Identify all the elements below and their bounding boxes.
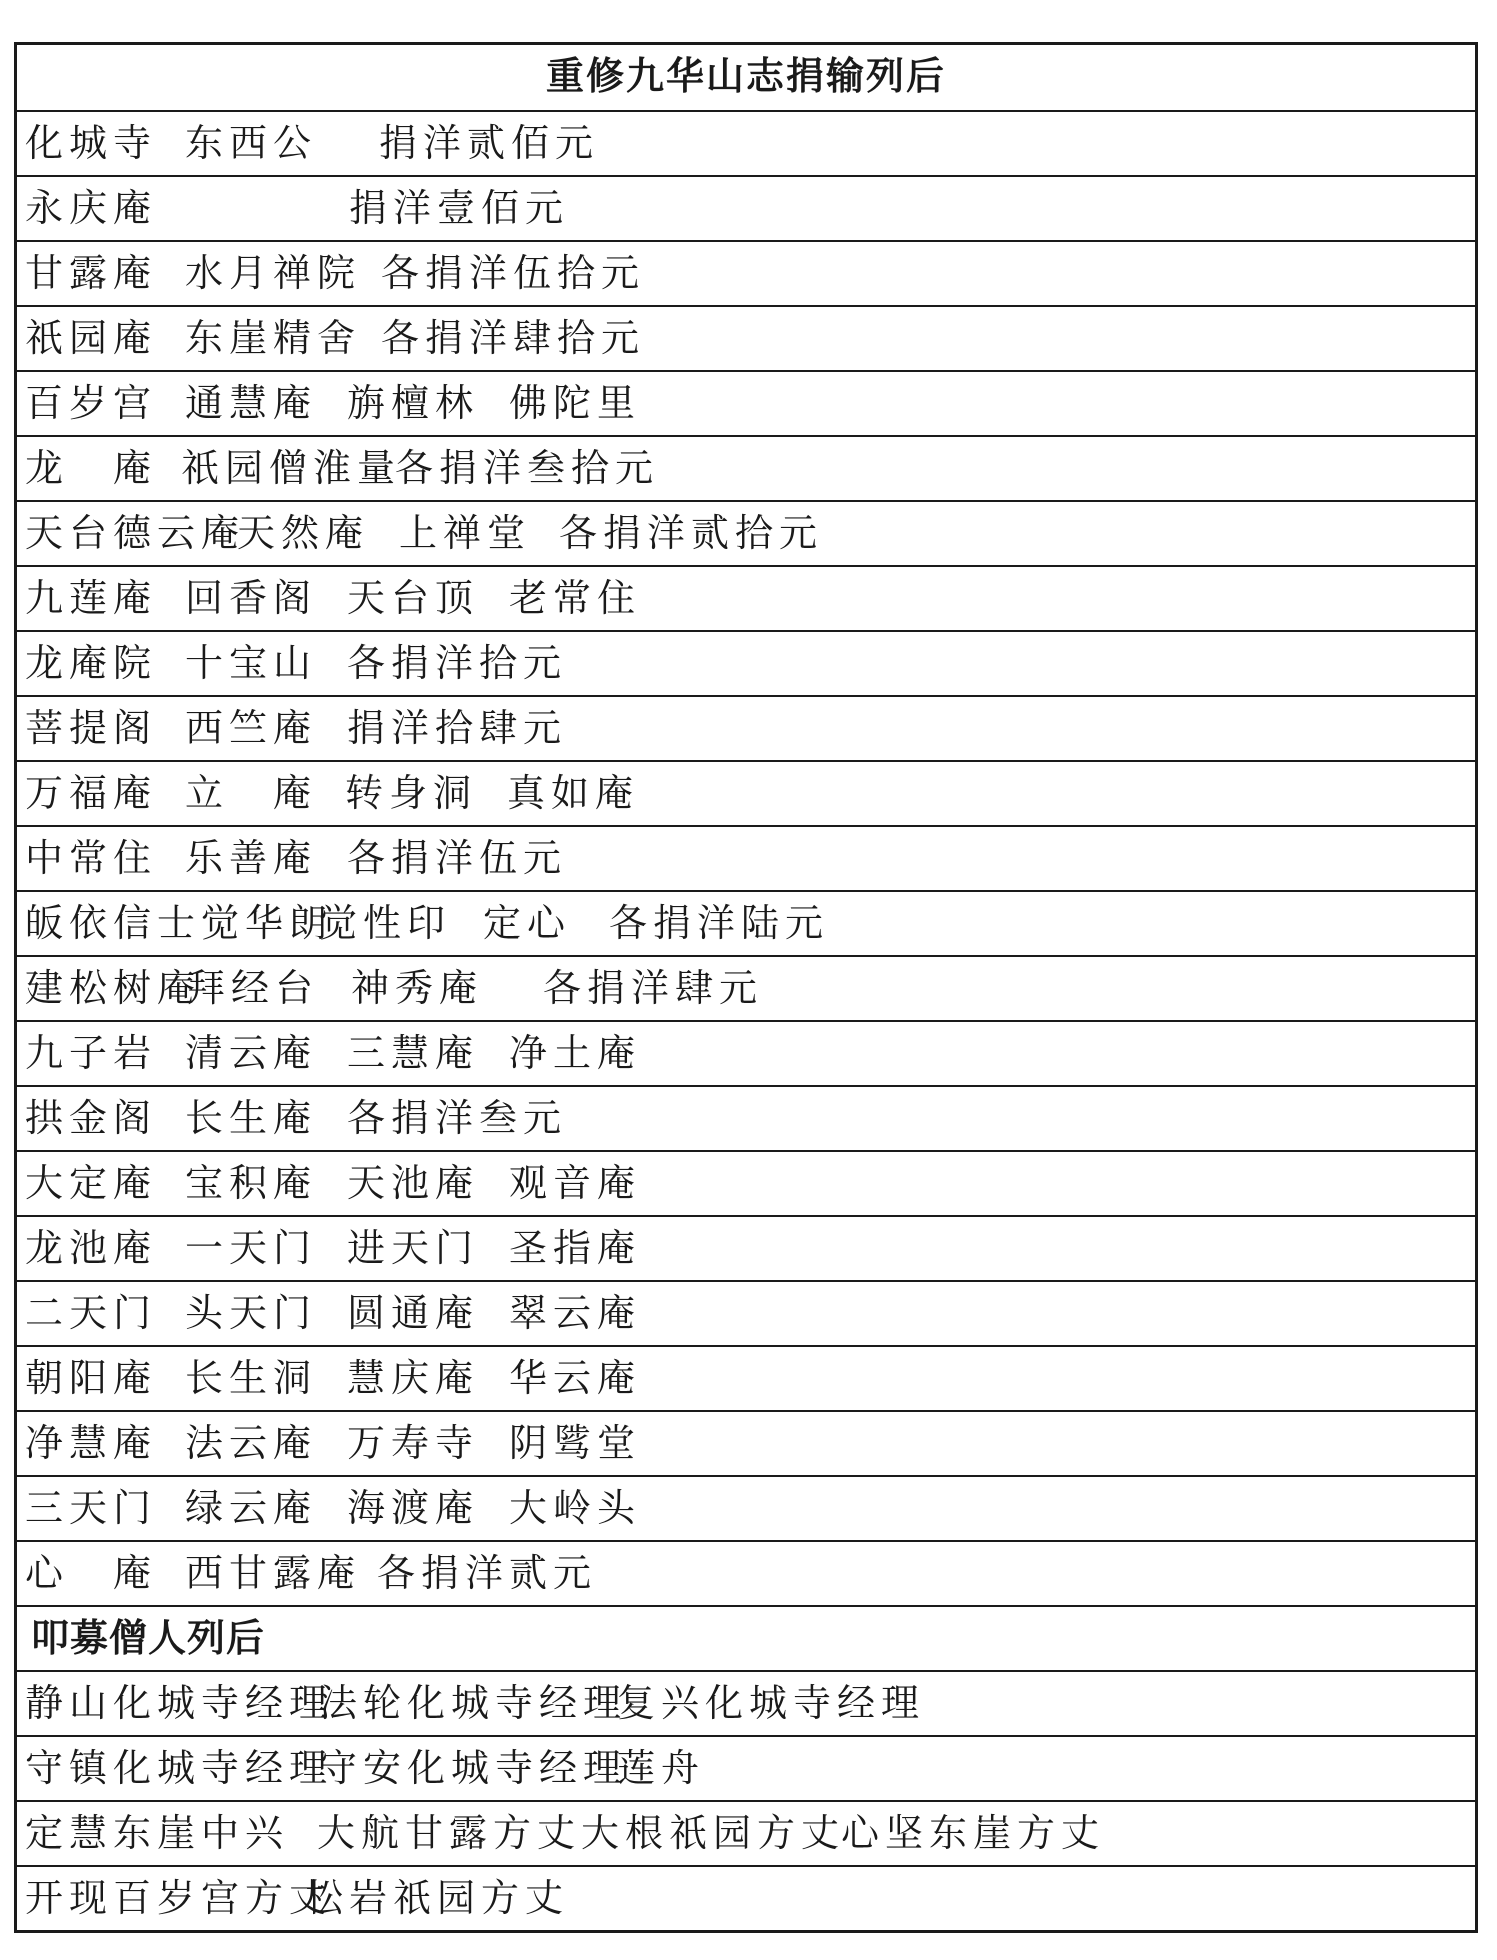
- table-cell: 二天门: [25, 1291, 158, 1335]
- table-cell: 守镇化城寺经理: [25, 1746, 334, 1790]
- table-cell: 定慧东崖中兴: [25, 1811, 290, 1855]
- table-row: [17, 1475, 1475, 1540]
- table-cell: 化城寺: [25, 121, 158, 165]
- table-row: [17, 435, 1475, 500]
- table-cell: 法轮化城寺经理: [319, 1681, 628, 1725]
- table-row: [17, 175, 1475, 240]
- table-cell: 静山化城寺经理: [25, 1681, 334, 1725]
- section-title: 叩募僧人列后: [17, 1605, 1475, 1670]
- table-cell: 甘露庵: [25, 251, 158, 295]
- table-cell: 华云庵: [509, 1356, 642, 1400]
- table-cell: 头天门: [185, 1291, 318, 1335]
- table-title: 重修九华山志捐输列后: [545, 54, 946, 98]
- table-cell: 捐洋贰佰元: [379, 121, 600, 165]
- table-row: [17, 1865, 1475, 1930]
- table-cell: 老常住: [509, 576, 642, 620]
- table-cell: 圆通庵: [347, 1291, 480, 1335]
- table-cell: 捐洋壹佰元: [349, 186, 570, 230]
- table-row: [17, 1020, 1475, 1085]
- table-cell: 心坚东崖方丈: [841, 1811, 1106, 1855]
- table-cell: 真如庵: [507, 771, 640, 815]
- table-cell: 守安化城寺经理: [319, 1746, 628, 1790]
- table-cell: 各捐洋陆元: [609, 901, 830, 945]
- table-cell: 三天门: [25, 1486, 158, 1530]
- table-cell: 万寿寺: [347, 1421, 480, 1465]
- table-row: [17, 1670, 1475, 1735]
- table-cell: 东西公: [185, 121, 318, 165]
- table-cell: 净慧庵: [25, 1421, 158, 1465]
- table-cell: 水月禅院: [185, 251, 362, 295]
- table-cell: 大根祇园方丈: [581, 1811, 846, 1855]
- table-cell: 各捐洋叁拾元: [395, 446, 660, 490]
- table-row: [17, 1800, 1475, 1865]
- table-row: [17, 1280, 1475, 1345]
- table-cell: 九子岩: [25, 1031, 158, 1075]
- table-cell: 大定庵: [25, 1161, 158, 1205]
- table-row: [17, 760, 1475, 825]
- table-cell: 莲舟: [617, 1746, 706, 1790]
- table-cell: 长生庵: [185, 1096, 318, 1140]
- table-row: [17, 1215, 1475, 1280]
- table-cell: 龙 庵: [25, 446, 158, 490]
- table-cell: 海渡庵: [347, 1486, 480, 1530]
- table-cell: 各捐洋拾元: [347, 641, 568, 685]
- table-cell: 百岁宫: [25, 381, 158, 425]
- table-cell: 拜经台: [187, 966, 320, 1010]
- table-cell: 大航甘露方丈: [317, 1811, 582, 1855]
- table-cell: 各捐洋伍拾元: [381, 251, 646, 295]
- table-cell: 翠云庵: [509, 1291, 642, 1335]
- table-cell: 中常住: [25, 836, 158, 880]
- table-cell: 回香阁: [185, 576, 318, 620]
- table-cell: 祇园庵: [25, 316, 158, 360]
- table-cell: 上禅堂: [399, 511, 532, 555]
- table-cell: 阴骘堂: [509, 1421, 642, 1465]
- table-cell: 大岭头: [509, 1486, 642, 1530]
- table-cell: 龙庵院: [25, 641, 158, 685]
- table-cell: 绿云庵: [185, 1486, 318, 1530]
- table-cell: 慧庆庵: [347, 1356, 480, 1400]
- table-cell: 心 庵: [25, 1551, 158, 1595]
- table-row: [17, 825, 1475, 890]
- table-cell: 九莲庵: [25, 576, 158, 620]
- table-cell: 神秀庵: [351, 966, 484, 1010]
- table-cell: 旃檀林: [347, 381, 480, 425]
- table-cell: 各捐洋肆元: [543, 966, 764, 1010]
- table-cell: 菩提阁: [25, 706, 158, 750]
- table-cell: 天台顶: [347, 576, 480, 620]
- table-cell: 长生洞: [185, 1356, 318, 1400]
- table-cell: 复兴化城寺经理: [617, 1681, 926, 1725]
- table-cell: 各捐洋贰元: [377, 1551, 598, 1595]
- table-cell: 天台德云庵: [25, 511, 246, 555]
- table-row: [17, 695, 1475, 760]
- table-row: [17, 305, 1475, 370]
- table-row: [17, 1735, 1475, 1800]
- table-cell: 观音庵: [509, 1161, 642, 1205]
- table-cell: 捐洋拾肆元: [347, 706, 568, 750]
- table-row: [17, 240, 1475, 305]
- table-cell: 三慧庵: [347, 1031, 480, 1075]
- table-cell: 立 庵: [185, 771, 318, 815]
- table-cell: 转身洞: [345, 771, 478, 815]
- table-cell: 一天门: [185, 1226, 318, 1270]
- table-cell: 永庆庵: [25, 186, 158, 230]
- table-cell: 各捐洋贰拾元: [559, 511, 824, 555]
- table-cell: 东崖精舍: [185, 316, 362, 360]
- table-cell: 朝阳庵: [25, 1356, 158, 1400]
- table-cell: 十宝山: [185, 641, 318, 685]
- table-cell: 佛陀里: [509, 381, 642, 425]
- table-row: [17, 890, 1475, 955]
- donation-table: [14, 42, 1478, 1933]
- table-cell: 通慧庵: [185, 381, 318, 425]
- table-cell: 定心: [483, 901, 572, 945]
- table-row: [17, 630, 1475, 695]
- table-cell: 各捐洋伍元: [347, 836, 568, 880]
- table-cell: 天池庵: [347, 1161, 480, 1205]
- table-row: [17, 500, 1475, 565]
- table-cell: 龙池庵: [25, 1226, 158, 1270]
- table-row: [17, 565, 1475, 630]
- table-row: [17, 955, 1475, 1020]
- table-row: [17, 110, 1475, 175]
- table-cell: 建松树庵: [25, 966, 202, 1010]
- table-cell: 拱金阁: [25, 1096, 158, 1140]
- table-cell: 净土庵: [509, 1031, 642, 1075]
- table-cell: 天然庵: [237, 511, 370, 555]
- table-row: [17, 1150, 1475, 1215]
- table-cell: 乐善庵: [185, 836, 318, 880]
- table-cell: 宝积庵: [185, 1161, 318, 1205]
- table-cell: 进天门: [347, 1226, 480, 1270]
- table-cell: 法云庵: [185, 1421, 318, 1465]
- table-row: [17, 1410, 1475, 1475]
- table-cell: 开现百岁宫方丈: [25, 1876, 334, 1920]
- table-cell: 祇园僧淮量: [181, 446, 402, 490]
- table-cell: 万福庵: [25, 771, 158, 815]
- table-cell: 清云庵: [185, 1031, 318, 1075]
- table-cell: 皈依信士觉华朗: [25, 901, 334, 945]
- table-row: [17, 1345, 1475, 1410]
- table-cell: 西竺庵: [185, 706, 318, 750]
- table-cell: 各捐洋肆拾元: [381, 316, 646, 360]
- table-cell: 松岩祇园方丈: [305, 1876, 570, 1920]
- table-row: [17, 1085, 1475, 1150]
- table-cell: 圣指庵: [509, 1226, 642, 1270]
- table-row: [17, 1540, 1475, 1605]
- table-row: [17, 370, 1475, 435]
- table-cell: 觉性印: [319, 901, 452, 945]
- table-cell: 各捐洋叁元: [347, 1096, 568, 1140]
- table-cell: 西甘露庵: [185, 1551, 362, 1595]
